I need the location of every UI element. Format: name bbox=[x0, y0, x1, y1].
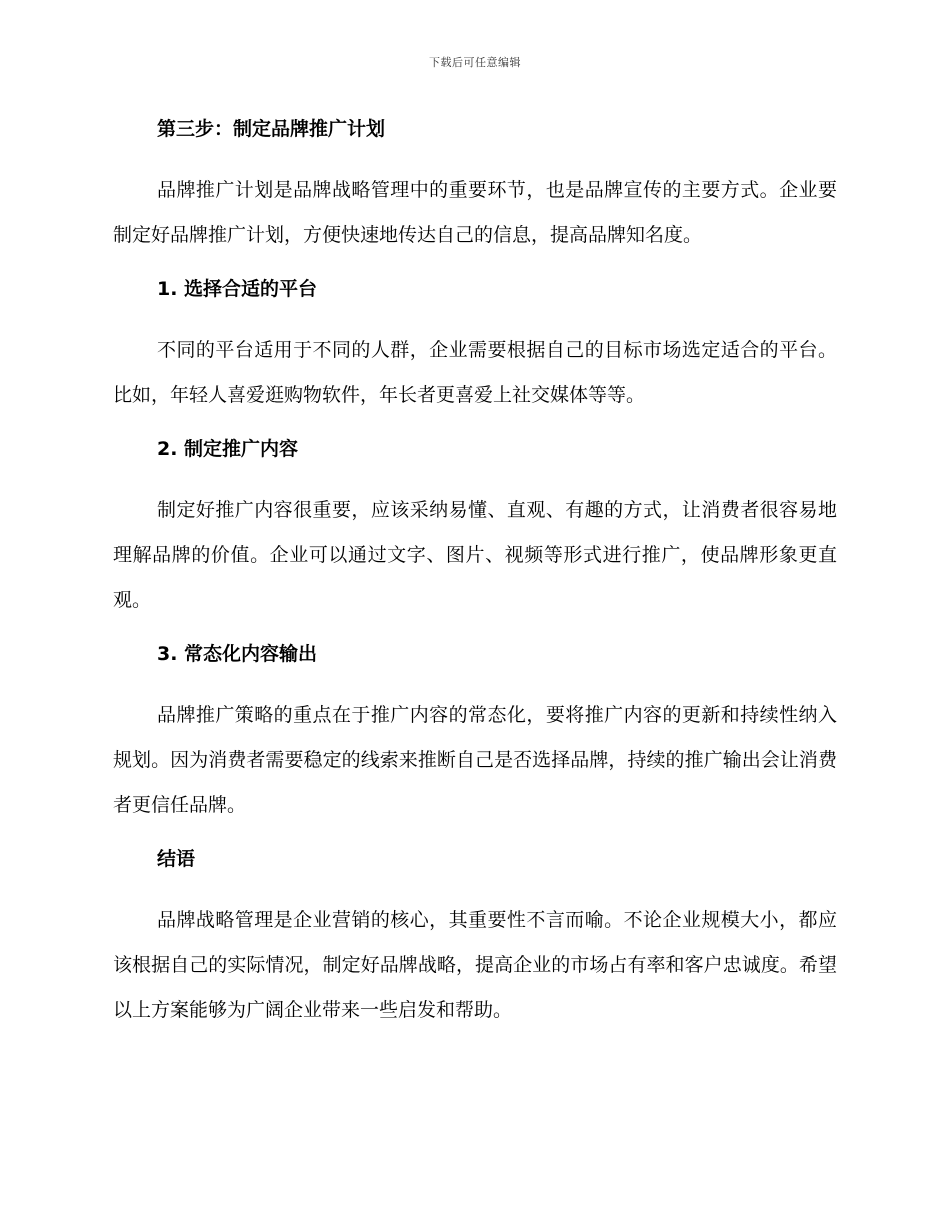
section-heading: 3. 常态化内容输出 bbox=[157, 643, 318, 665]
section-content bbox=[113, 432, 837, 623]
section-output bbox=[113, 637, 837, 828]
section-heading: 第三步：制定品牌推广计划 bbox=[157, 118, 386, 140]
section-conclusion bbox=[113, 842, 837, 1033]
section-paragraph: 制定好推广内容很重要，应该采纳易懂、直观、有趣的方式，让消费者很容易地理解品牌的价值。企业可以通过文字、图片、视频等形式进行推广，使品牌形象更直观。 bbox=[113, 499, 837, 611]
document-body bbox=[113, 112, 837, 1033]
section-step3 bbox=[113, 112, 837, 258]
section-heading: 1. 选择合适的平台 bbox=[157, 278, 318, 300]
section-paragraph: 品牌推广策略的重点在于推广内容的常态化，要将推广内容的更新和持续性纳入规划。因为消费者需要稳定的线索来推断自己是否选择品牌，持续的推广输出会让消费者更信任品牌。 bbox=[113, 704, 837, 816]
header-note: 下载后可任意编辑 bbox=[429, 56, 521, 69]
section-paragraph: 不同的平台适用于不同的人群，企业需要根据自己的目标市场选定适合的平台。比如，年轻人喜爱逛购物软件，年长者更喜爱上社交媒体等等。 bbox=[113, 339, 837, 406]
section-paragraph: 品牌推广计划是品牌战略管理中的重要环节，也是品牌宣传的主要方式。企业要制定好品牌推广计划，方便快速地传达自己的信息，提高品牌知名度。 bbox=[113, 179, 837, 246]
section-paragraph: 品牌战略管理是企业营销的核心，其重要性不言而喻。不论企业规模大小，都应该根据自己的实际情况，制定好品牌战略，提高企业的市场占有率和客户忠诚度。希望以上方案能够为广阔企业带来一些启发和帮助。 bbox=[113, 909, 837, 1021]
section-platform bbox=[113, 272, 837, 418]
section-heading: 2. 制定推广内容 bbox=[157, 438, 299, 460]
section-heading: 结语 bbox=[157, 848, 196, 870]
